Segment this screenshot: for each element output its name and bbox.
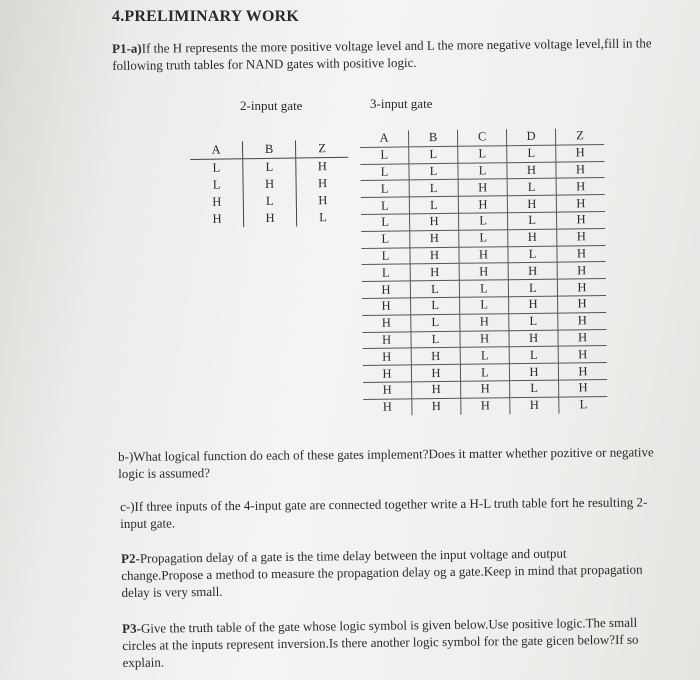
table3-cell: H bbox=[510, 397, 559, 414]
question-c: c-)If three inputs of the 4-input gate are connected together write a H-L truth table fort he resulting 2-input gate. bbox=[120, 494, 648, 531]
question-p1a-text: If the H represents the more positive voltage level and L the more negative voltage level,fill in the following truth tables for NAND gates with positive logic. bbox=[112, 35, 652, 73]
table3-cell: H bbox=[557, 279, 606, 296]
truth-table-2-input bbox=[190, 140, 349, 228]
table3-cell: H bbox=[556, 144, 605, 161]
table3-cell: H bbox=[458, 196, 507, 213]
table3-cell: H bbox=[410, 230, 459, 247]
table3-cell: L bbox=[460, 364, 509, 381]
question-p2 bbox=[121, 544, 652, 601]
table3-cell: H bbox=[508, 229, 557, 246]
table2-cell: L bbox=[319, 210, 327, 225]
table3-cell: H bbox=[556, 161, 605, 178]
table3-cell: H bbox=[558, 329, 607, 346]
table3-cell: H bbox=[558, 346, 607, 363]
table3-cell: L bbox=[509, 346, 558, 363]
table2-cell: L bbox=[243, 158, 296, 176]
table3-cell: L bbox=[409, 146, 458, 163]
section-title: 4.PRELIMINARY WORK bbox=[112, 8, 300, 25]
table3-cell: L bbox=[459, 280, 508, 297]
table3-cell: L bbox=[508, 246, 557, 263]
table3-cell: H bbox=[412, 381, 461, 398]
table3-cell: L bbox=[460, 297, 509, 314]
question-p3-text: Give the truth table of the gate whose logic symbol is given below.Use positive logic.The small circles at the inputs represent inversion.Is there another logic symbol for the gate gicen below?If so explain. bbox=[122, 614, 639, 670]
table3-cell: L bbox=[579, 397, 588, 412]
table3-cell: H bbox=[363, 382, 412, 399]
table3-cell: H bbox=[459, 263, 508, 280]
table3-cell: H bbox=[556, 178, 605, 195]
table2-cell: H bbox=[318, 193, 328, 208]
table3-cell: H bbox=[411, 364, 460, 381]
table2-cell: L bbox=[190, 159, 243, 177]
table3-cell: L bbox=[510, 380, 559, 397]
table3-cell: L bbox=[360, 147, 409, 164]
table3-cell: L bbox=[361, 247, 410, 264]
table3-header-cell: A bbox=[360, 130, 409, 147]
table3-cell: H bbox=[509, 296, 558, 313]
table3-cell: L bbox=[361, 180, 410, 197]
table2-cell: L bbox=[243, 193, 296, 211]
table2-cell: L bbox=[190, 176, 243, 194]
table2-cell: H bbox=[317, 176, 328, 191]
table3-cell: H bbox=[509, 330, 558, 347]
table3-cell: H bbox=[508, 262, 557, 279]
table3-cell: H bbox=[507, 162, 556, 179]
table3-cell: L bbox=[509, 313, 558, 330]
question-b: b-)What logical function do each of these gates implement?Does it matter whether pozitive or negative logic is assumed? bbox=[118, 444, 654, 481]
table3-cell: H bbox=[410, 213, 459, 230]
table3-cell: H bbox=[461, 381, 510, 398]
table3-cell: H bbox=[410, 247, 459, 264]
table3-cell: L bbox=[409, 180, 458, 197]
table3-cell: L bbox=[409, 163, 458, 180]
table3-cell: L bbox=[508, 212, 557, 229]
table3-cell: H bbox=[363, 348, 412, 365]
table2-cell: H bbox=[243, 176, 296, 194]
table3-cell: H bbox=[412, 398, 461, 415]
table3-header-cell: C bbox=[457, 129, 506, 146]
table3-header-cell: B bbox=[408, 130, 457, 147]
table3-cell: L bbox=[507, 178, 556, 195]
table3-cell: L bbox=[411, 331, 460, 348]
table3-cell: H bbox=[363, 399, 412, 416]
table3-cell: L bbox=[411, 314, 460, 331]
table2-header-cell: Z bbox=[295, 140, 348, 158]
table2-row bbox=[190, 157, 348, 177]
table3-cell: L bbox=[362, 264, 411, 281]
table3-cell: H bbox=[559, 379, 608, 396]
table3-cell: L bbox=[459, 229, 508, 246]
table3-header-cell: D bbox=[506, 129, 555, 146]
table3-cell: L bbox=[411, 297, 460, 314]
table3-cell: L bbox=[361, 197, 410, 214]
three-input-gate-label: 3-input gate bbox=[370, 96, 433, 111]
truth-table-4-input bbox=[360, 128, 607, 416]
table3-cell: L bbox=[361, 214, 410, 231]
table3-cell: H bbox=[507, 195, 556, 212]
table2-row bbox=[191, 192, 349, 211]
table3-cell: L bbox=[360, 163, 409, 180]
table3-cell: H bbox=[459, 246, 508, 263]
table3-cell: H bbox=[362, 281, 411, 298]
table3-cell: H bbox=[460, 313, 509, 330]
table3-header-cell: Z bbox=[555, 128, 604, 145]
question-p1a bbox=[112, 34, 652, 74]
table3-cell: L bbox=[458, 146, 507, 163]
question-p3-label: P3- bbox=[122, 620, 141, 636]
question-p2-text: Propagation delay of a gate is the time delay between the input voltage and output change.Propose a method to measure the propagation delay og a gate.Keep in mind that propagation delay is very small. bbox=[121, 545, 643, 600]
table3-cell: H bbox=[362, 298, 411, 315]
table3-cell: L bbox=[459, 213, 508, 230]
table2-header-row bbox=[190, 140, 348, 160]
table3-cell: H bbox=[458, 179, 507, 196]
table3-cell: H bbox=[410, 264, 459, 281]
table3-cell: H bbox=[557, 262, 606, 279]
table3-cell: L bbox=[410, 280, 459, 297]
question-p2-label: P2- bbox=[121, 550, 140, 566]
table3-cell: L bbox=[507, 145, 556, 162]
table3-cell: L bbox=[508, 279, 557, 296]
table2-cell: H bbox=[317, 159, 327, 174]
table2-row bbox=[191, 209, 349, 228]
table3-cell: H bbox=[558, 312, 607, 329]
table3-cell: H bbox=[362, 331, 411, 348]
table3-cell: H bbox=[362, 315, 411, 332]
table3-cell: H bbox=[411, 348, 460, 365]
table2-header-cell: A bbox=[190, 141, 243, 159]
table3-cell: H bbox=[557, 211, 606, 228]
question-p3 bbox=[122, 613, 668, 671]
table2-header-cell: B bbox=[242, 141, 295, 159]
table3-cell: H bbox=[460, 330, 509, 347]
table2-row bbox=[190, 175, 348, 194]
table3-cell: H bbox=[558, 295, 607, 312]
table3-cell: H bbox=[363, 365, 412, 382]
table3-cell: L bbox=[361, 231, 410, 248]
table3-cell: H bbox=[557, 228, 606, 245]
table2-cell: H bbox=[191, 210, 244, 228]
two-input-gate-label: 2-input gate bbox=[240, 98, 303, 113]
table3-cell: L bbox=[409, 196, 458, 213]
table3-cell: H bbox=[556, 195, 605, 212]
table3-cell: H bbox=[558, 363, 607, 380]
table3-cell: H bbox=[557, 245, 606, 262]
table3-cell: L bbox=[460, 347, 509, 364]
table3-cell: H bbox=[461, 397, 510, 414]
table2-cell: H bbox=[191, 193, 244, 211]
table2-cell: H bbox=[243, 210, 296, 228]
question-p1a-label: P1-a) bbox=[112, 40, 142, 56]
table3-cell: H bbox=[509, 363, 558, 380]
table3-row bbox=[363, 396, 607, 415]
table3-cell: L bbox=[458, 162, 507, 179]
